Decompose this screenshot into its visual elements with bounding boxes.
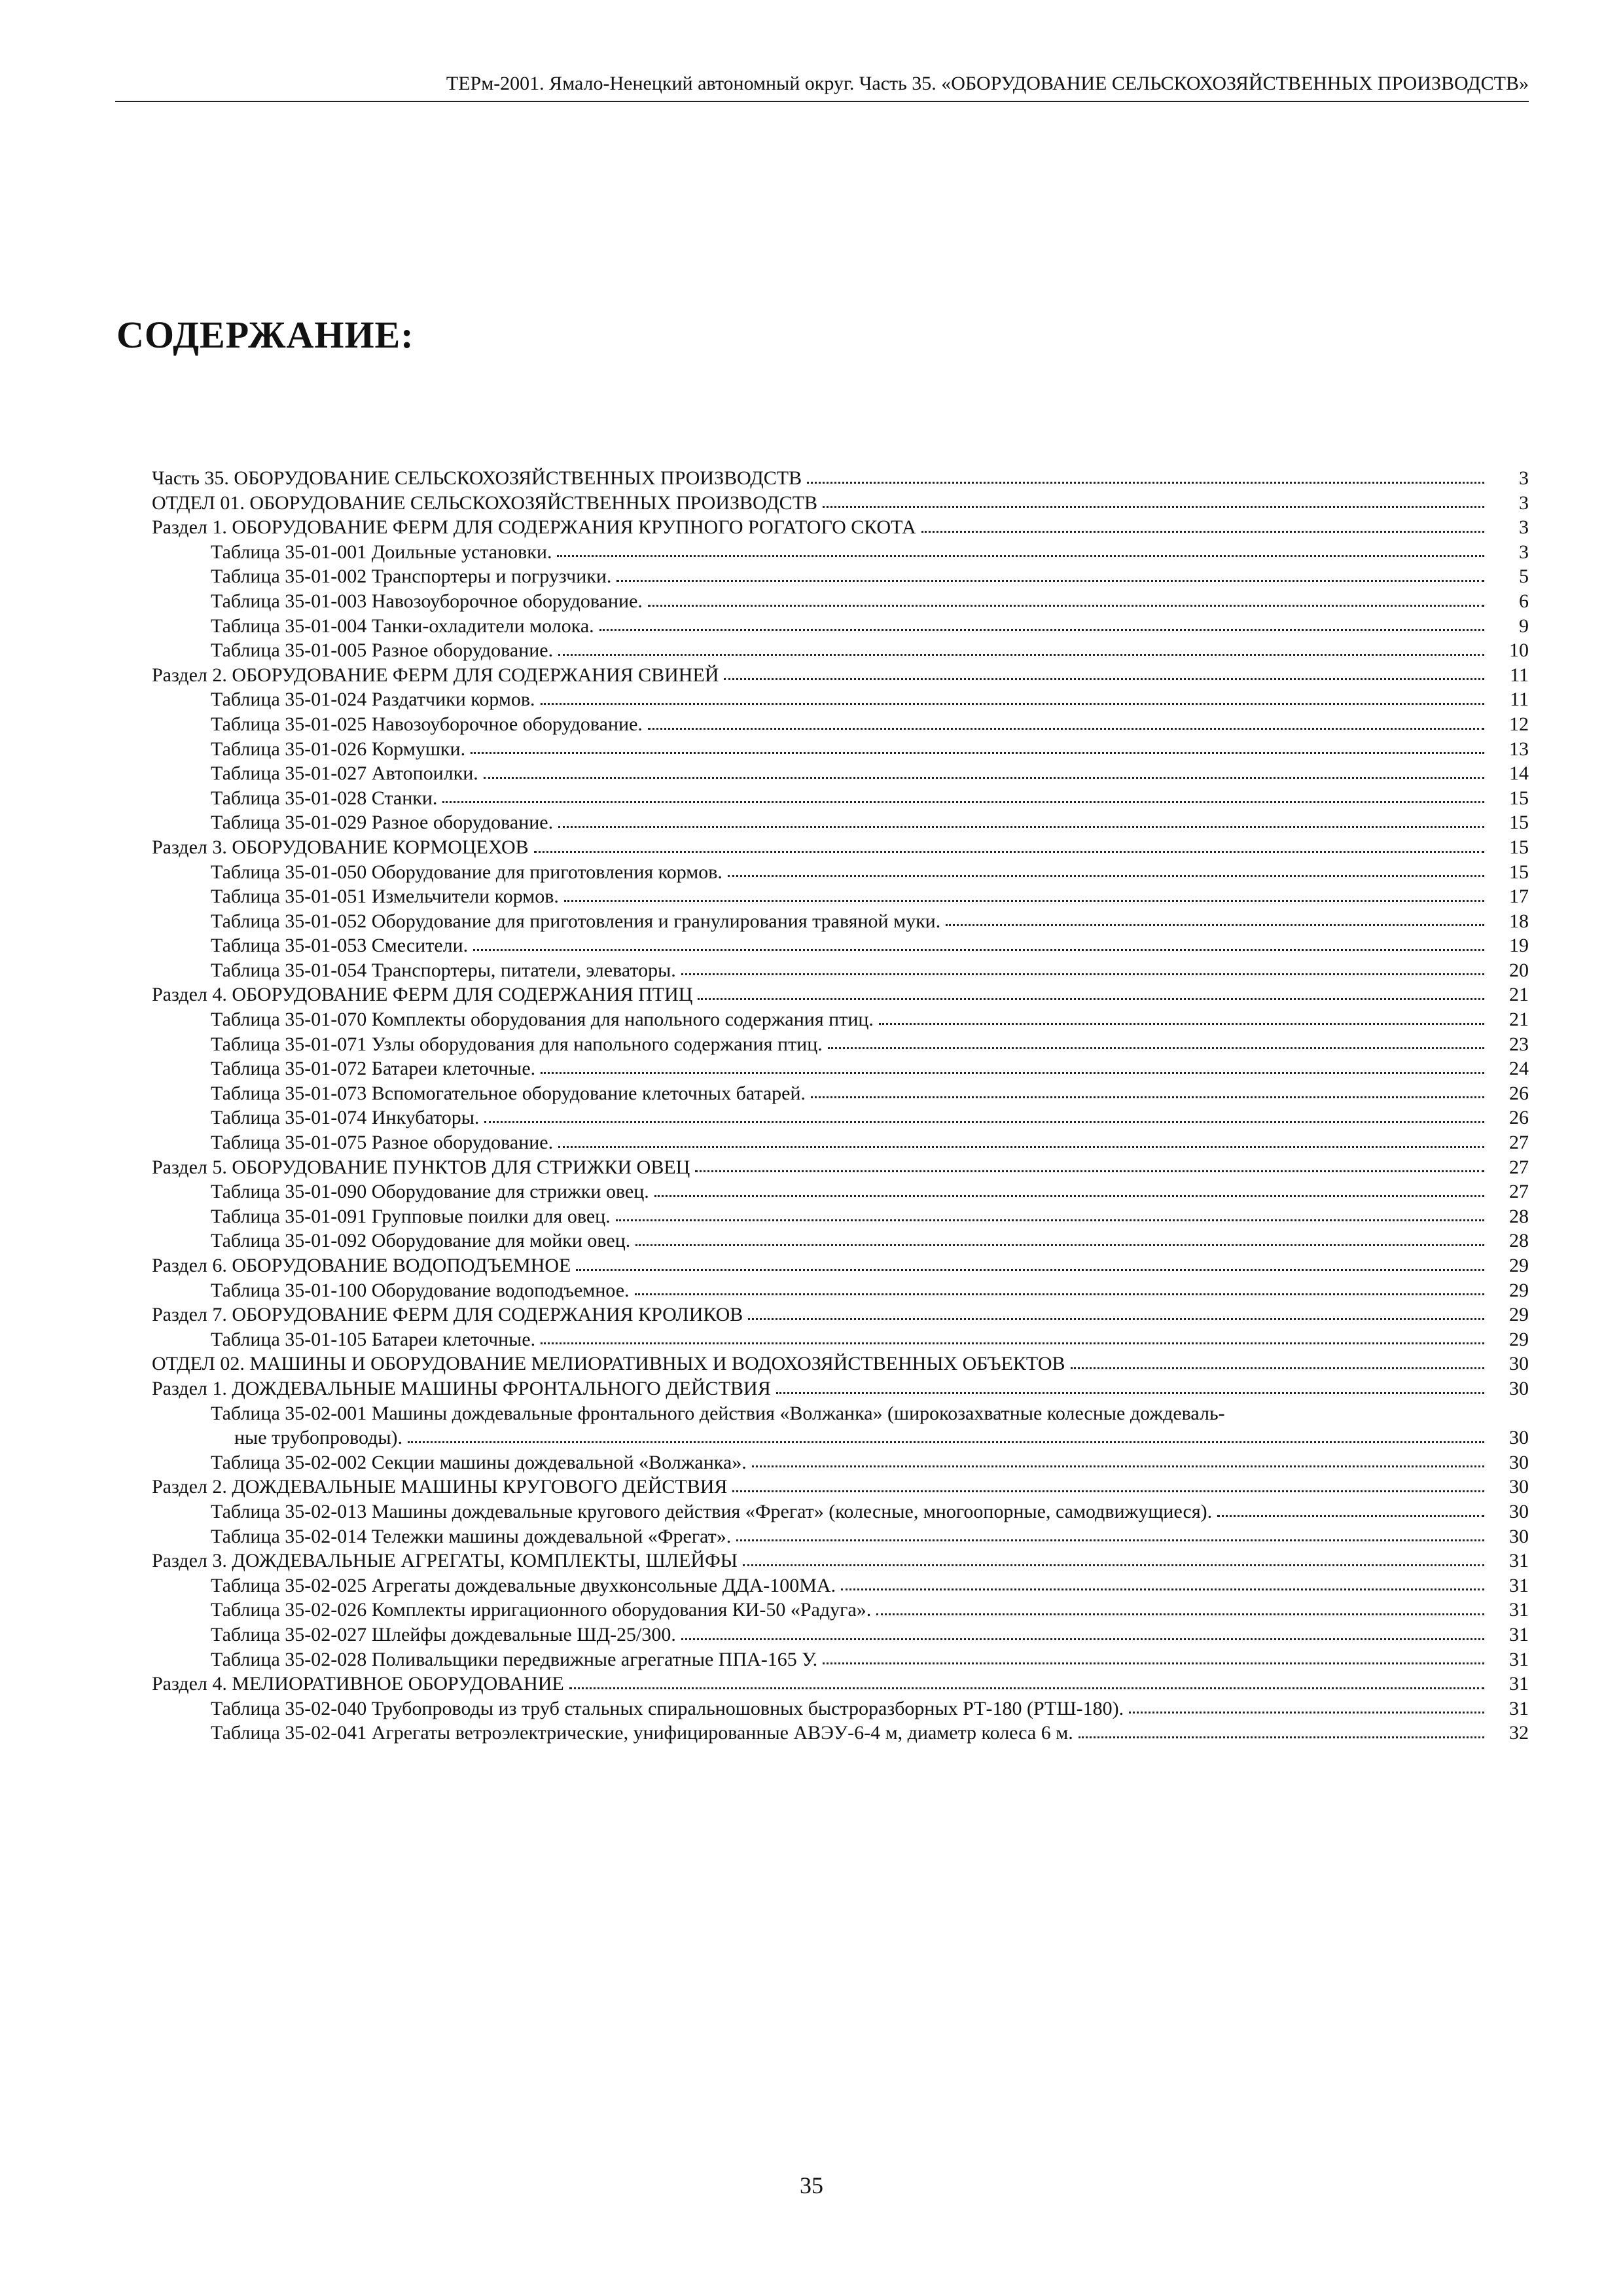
toc-entry[interactable]: [152, 1524, 1529, 1549]
toc-entry-text: Таблица 35-02-027 Шлейфы дождевальные ШД-25/300.: [211, 1623, 676, 1645]
toc-entry[interactable]: [152, 638, 1529, 663]
toc-entry-text: Раздел 5. ОБОРУДОВАНИЕ ПУНКТОВ ДЛЯ СТРИЖКИ ОВЕЦ: [152, 1156, 690, 1178]
dot-leader: [534, 851, 1484, 853]
toc-entry[interactable]: [152, 1573, 1529, 1598]
toc-entry[interactable]: [152, 540, 1529, 565]
dot-leader: [564, 900, 1484, 902]
toc-page-number: 10: [1509, 639, 1529, 662]
dot-leader: [541, 1342, 1484, 1344]
page-title: СОДЕРЖАНИЕ:: [116, 314, 414, 356]
toc-page-number: 31: [1509, 1599, 1529, 1621]
toc-entry[interactable]: [152, 1179, 1529, 1204]
toc-page-number: 5: [1519, 565, 1529, 588]
toc-entry-text: Таблица 35-01-075 Разное оборудование.: [211, 1132, 554, 1154]
toc-page-number: 29: [1509, 1255, 1529, 1276]
dot-leader: [823, 1662, 1484, 1664]
toc-entry-text: Раздел 4. МЕЛИОРАТИВНОЕ ОБОРУДОВАНИЕ: [152, 1673, 564, 1695]
toc-page-number: 26: [1509, 1082, 1529, 1104]
toc-entry[interactable]: [152, 1032, 1529, 1057]
toc-entry[interactable]: [152, 1647, 1529, 1672]
page-number: 35: [800, 2172, 823, 2198]
toc-entry-text: Таблица 35-01-025 Навозоуборочное оборудование.: [211, 713, 643, 735]
toc-entry[interactable]: [152, 1302, 1529, 1327]
toc-page-number: 28: [1509, 1205, 1529, 1227]
toc-page-number: 29: [1509, 1304, 1529, 1326]
toc-page-number: 21: [1509, 1009, 1529, 1031]
toc-page-number: 23: [1509, 1033, 1529, 1055]
toc-page-number: 3: [1519, 541, 1529, 563]
toc-entry[interactable]: [152, 1376, 1529, 1401]
toc-page-number: 21: [1509, 984, 1529, 1006]
dot-leader: [752, 1465, 1484, 1467]
dot-leader: [876, 1613, 1484, 1615]
toc-entry[interactable]: [152, 958, 1529, 983]
toc-entry[interactable]: [152, 1278, 1529, 1303]
toc-entry-text: Таблица 35-01-072 Батареи клеточные.: [211, 1058, 536, 1080]
toc-entry-text: Таблица 35-01-024 Раздатчики кормов.: [211, 689, 535, 711]
toc-entry[interactable]: [152, 1549, 1529, 1573]
toc-page-number: 30: [1509, 1476, 1529, 1498]
toc-entry[interactable]: [152, 1598, 1529, 1623]
toc-page-number: 27: [1509, 1132, 1529, 1154]
toc-page-number: 12: [1509, 713, 1529, 735]
toc-entry-text: Часть 35. ОБОРУДОВАНИЕ СЕЛЬСКОХОЗЯЙСТВЕННЫХ ПРОИЗВОДСТВ: [152, 467, 802, 489]
toc-entry-continuation[interactable]: [152, 1426, 1529, 1450]
toc-entry-text: Раздел 2. ОБОРУДОВАНИЕ ФЕРМ ДЛЯ СОДЕРЖАНИЯ СВИНЕЙ: [152, 664, 719, 686]
dot-leader: [724, 678, 1484, 680]
toc-entry[interactable]: [152, 835, 1529, 860]
dot-leader: [408, 1441, 1484, 1443]
toc-entry[interactable]: [152, 1475, 1529, 1499]
toc-entry-text: Таблица 35-02-014 Тележки машины дождевальной «Фрегат».: [211, 1525, 732, 1547]
toc-entry-text: Таблица 35-01-001 Доильные установки.: [211, 541, 552, 563]
toc-page-number: 32: [1509, 1722, 1529, 1744]
toc-entry[interactable]: [152, 909, 1529, 934]
dot-leader: [648, 728, 1484, 730]
toc-entry[interactable]: [152, 786, 1529, 811]
dot-leader: [471, 752, 1484, 754]
dot-leader: [569, 1687, 1484, 1689]
toc-page-number: 11: [1510, 689, 1529, 711]
dot-leader: [807, 482, 1484, 484]
toc-entry[interactable]: [152, 1696, 1529, 1721]
toc-page-number: 30: [1509, 1500, 1529, 1522]
dot-leader: [442, 801, 1484, 803]
toc-page-number: 30: [1509, 1525, 1529, 1547]
toc-entry-text: ОТДЕЛ 01. ОБОРУДОВАНИЕ СЕЛЬСКОХОЗЯЙСТВЕННЫХ ПРОИЗВОДСТВ: [152, 492, 818, 514]
dot-leader: [1129, 1712, 1484, 1713]
toc-page-number: 15: [1509, 836, 1529, 858]
dot-leader: [541, 1072, 1484, 1074]
toc-entry-text: Раздел 1. ДОЖДЕВАЛЬНЫЕ МАШИНЫ ФРОНТАЛЬНОГО ДЕЙСТВИЯ: [152, 1377, 771, 1399]
toc-entry-text: Таблица 35-02-028 Поливальщики передвижные агрегатные ППА-165 У.: [211, 1648, 818, 1670]
toc-entry-text: Таблица 35-01-073 Вспомогательное оборудование клеточных батарей.: [211, 1082, 806, 1104]
toc-entry-text: Таблица 35-01-053 Смесители.: [211, 935, 469, 957]
toc-page-number: 13: [1509, 738, 1529, 760]
toc-page-number: 14: [1509, 762, 1529, 785]
toc-entry[interactable]: [152, 1499, 1529, 1524]
dot-leader: [635, 1244, 1484, 1246]
dot-leader: [557, 555, 1484, 557]
toc-page-number: 20: [1509, 959, 1529, 981]
toc-entry-text: Таблица 35-01-028 Станки.: [211, 787, 438, 809]
toc-entry-text: Таблица 35-01-074 Инкубаторы.: [211, 1107, 480, 1129]
toc-page-number: 29: [1509, 1279, 1529, 1301]
toc-entry[interactable]: [152, 1007, 1529, 1032]
dot-leader: [743, 1564, 1484, 1566]
toc-entry[interactable]: [152, 614, 1529, 639]
toc-entry[interactable]: [152, 1130, 1529, 1155]
toc-entry-text: Таблица 35-01-003 Навозоуборочное оборудование.: [211, 590, 643, 612]
toc-page-number: 31: [1509, 1574, 1529, 1596]
dot-leader: [558, 1146, 1484, 1148]
dot-leader: [828, 1047, 1484, 1049]
toc-entry[interactable]: [152, 687, 1529, 712]
toc-entry-text: Таблица 35-01-054 Транспортеры, питатели, элеваторы.: [211, 959, 676, 981]
toc-entry-text: Таблица 35-01-005 Разное оборудование.: [211, 639, 554, 662]
toc-page-number: 31: [1509, 1550, 1529, 1572]
toc-entry[interactable]: [152, 1204, 1529, 1229]
dot-leader: [823, 506, 1484, 508]
toc-page-number: 31: [1509, 1697, 1529, 1719]
dot-leader: [681, 973, 1484, 975]
toc-entry[interactable]: [152, 1081, 1529, 1106]
toc-page-number: 11: [1510, 664, 1529, 686]
toc-entry[interactable]: [152, 737, 1529, 762]
toc-page-number: 3: [1519, 516, 1529, 539]
dot-leader: [473, 949, 1484, 951]
toc-entry-text: ОТДЕЛ 02. МАШИНЫ И ОБОРУДОВАНИЕ МЕЛИОРАТИВНЫХ И ВОДОХОЗЯЙСТВЕННЫХ ОБЪЕКТОВ: [152, 1353, 1065, 1375]
toc-page-number: 26: [1509, 1107, 1529, 1129]
toc-entry-text: Раздел 3. ДОЖДЕВАЛЬНЫЕ АГРЕГАТЫ, КОМПЛЕКТЫ, ШЛЕЙФЫ: [152, 1550, 738, 1572]
toc-entry[interactable]: [152, 1721, 1529, 1746]
toc-entry-text: Таблица 35-01-100 Оборудование водоподъемное.: [211, 1279, 630, 1301]
toc-entry-text: Таблица 35-02-040 Трубопроводы из труб стальных спиральношовных быстроразборных РТ-180 (РТШ-180).: [211, 1697, 1124, 1719]
toc-entry[interactable]: [152, 1105, 1529, 1130]
toc-entry-text: Таблица 35-01-050 Оборудование для приготовления кормов.: [211, 861, 722, 883]
toc-entry[interactable]: [152, 1352, 1529, 1376]
dot-leader: [616, 580, 1484, 582]
toc-page-number: 18: [1509, 910, 1529, 932]
toc-page-number: 31: [1509, 1648, 1529, 1670]
toc-entry-text: Таблица 35-01-002 Транспортеры и погрузчики.: [211, 565, 612, 588]
toc-page-number: 30: [1509, 1353, 1529, 1375]
toc-entry[interactable]: [152, 933, 1529, 958]
toc-entry[interactable]: [152, 860, 1529, 885]
toc-entry-text: Раздел 7. ОБОРУДОВАНИЕ ФЕРМ ДЛЯ СОДЕРЖАНИЯ КРОЛИКОВ: [152, 1304, 743, 1326]
toc-entry[interactable]: [152, 491, 1529, 516]
toc-entry-text: Таблица 35-02-013 Машины дождевальные кругового действия «Фрегат» (колесные, многоопорные, самодвижущиеся).: [211, 1500, 1213, 1522]
toc-page-number: 29: [1509, 1328, 1529, 1350]
dot-leader: [599, 629, 1484, 631]
toc-entry-text: Таблица 35-01-071 Узлы оборудования для напольного содержания птиц.: [211, 1033, 823, 1055]
toc-page-number: 3: [1519, 467, 1529, 489]
dot-leader: [1217, 1515, 1484, 1517]
toc-entry-text: Таблица 35-01-092 Оборудование для мойки овец.: [211, 1230, 631, 1252]
dot-leader: [841, 1588, 1484, 1590]
dot-leader: [695, 1170, 1484, 1172]
toc-entry-text: Таблица 35-01-051 Измельчители кормов.: [211, 886, 559, 908]
toc-entry-text: Таблица 35-01-070 Комплекты оборудования для напольного содержания птиц.: [211, 1009, 874, 1031]
dot-leader: [1079, 1736, 1484, 1738]
toc-entry-text: Раздел 4. ОБОРУДОВАНИЕ ФЕРМ ДЛЯ СОДЕРЖАНИЯ ПТИЦ: [152, 984, 693, 1006]
dot-leader: [946, 924, 1484, 926]
dot-leader: [921, 531, 1484, 533]
toc-page-number: 28: [1509, 1230, 1529, 1252]
dot-leader: [736, 1539, 1484, 1541]
toc-page-number: 30: [1509, 1377, 1529, 1399]
dot-leader: [698, 998, 1484, 1000]
toc-page-number: 17: [1509, 886, 1529, 908]
dot-leader: [616, 1219, 1484, 1221]
toc-entry-text: Раздел 2. ДОЖДЕВАЛЬНЫЕ МАШИНЫ КРУГОВОГО ДЕЙСТВИЯ: [152, 1476, 728, 1498]
toc-page-number: 31: [1509, 1673, 1529, 1695]
toc-entry-text: Таблица 35-02-025 Агрегаты дождевальные двухконсольные ДДА-100МА.: [211, 1574, 836, 1596]
toc-entry[interactable]: [152, 982, 1529, 1007]
toc-entry[interactable]: [152, 466, 1529, 491]
dot-leader: [484, 1121, 1484, 1123]
toc-entry[interactable]: [152, 1253, 1529, 1278]
dot-leader: [732, 1490, 1484, 1492]
toc-page-number: 15: [1509, 861, 1529, 883]
toc-entry-text: Таблица 35-01-090 Оборудование для стрижки овец.: [211, 1181, 649, 1203]
dot-leader: [648, 605, 1484, 607]
dot-leader: [1071, 1367, 1484, 1369]
toc-page-number: 30: [1509, 1451, 1529, 1473]
toc-page-number: 27: [1509, 1181, 1529, 1203]
toc-entry[interactable]: [152, 1623, 1529, 1647]
toc-entry[interactable]: [152, 1056, 1529, 1081]
toc-page-number: 9: [1519, 615, 1529, 637]
running-header: ТЕРм-2001. Ямало-Ненецкий автономный округ. Часть 35. «ОБОРУДОВАНИЕ СЕЛЬСКОХОЗЯЙСТВЕННЫХ ПРОИЗВОДСТВ»: [115, 67, 1529, 102]
toc-entry[interactable]: [152, 663, 1529, 688]
toc-entry-text: Таблица 35-01-027 Автопоилки.: [211, 762, 478, 785]
dot-leader: [879, 1023, 1484, 1025]
dot-leader: [558, 826, 1484, 828]
table-of-contents: [152, 466, 1529, 1746]
toc-page-number: 19: [1509, 935, 1529, 957]
toc-page-number: 27: [1509, 1156, 1529, 1178]
toc-entry-text: Таблица 35-02-002 Секции машины дождевальной «Волжанка».: [211, 1451, 747, 1473]
toc-entry-text: Таблица 35-02-041 Агрегаты ветроэлектрические, унифицированные АВЭУ-6-4 м, диаметр колеса 6 м.: [211, 1722, 1073, 1744]
dot-leader: [558, 654, 1484, 656]
toc-entry[interactable]: [152, 1229, 1529, 1253]
toc-entry[interactable]: [152, 1672, 1529, 1696]
toc-page-number: 15: [1509, 787, 1529, 809]
toc-entry-text: Раздел 3. ОБОРУДОВАНИЕ КОРМОЦЕХОВ: [152, 836, 529, 858]
toc-entry-text: Таблица 35-01-091 Групповые поилки для овец.: [211, 1205, 611, 1227]
toc-entry-text: Таблица 35-01-004 Танки-охладители молока.: [211, 615, 594, 637]
toc-page-number: 30: [1509, 1427, 1529, 1449]
dot-leader: [728, 875, 1484, 877]
toc-entry-text: Таблица 35-02-026 Комплекты ирригационного оборудования КИ-50 «Радуга».: [211, 1599, 872, 1621]
toc-page-number: 6: [1519, 590, 1529, 612]
toc-entry[interactable]: [152, 712, 1529, 737]
dot-leader: [635, 1293, 1484, 1295]
toc-entry[interactable]: [152, 884, 1529, 909]
toc-entry-text: Раздел 1. ОБОРУДОВАНИЕ ФЕРМ ДЛЯ СОДЕРЖАНИЯ КРУПНОГО РОГАТОГО СКОТА: [152, 516, 916, 539]
dot-leader: [748, 1318, 1484, 1320]
toc-page-number: 15: [1509, 812, 1529, 834]
toc-entry-text: Раздел 6. ОБОРУДОВАНИЕ ВОДОПОДЪЕМНОЕ: [152, 1255, 571, 1276]
dot-leader: [776, 1392, 1484, 1394]
dot-leader: [654, 1195, 1484, 1197]
toc-entry[interactable]: [152, 564, 1529, 589]
toc-entry-text: Таблица 35-02-001 Машины дождевальные фронтального действия «Волжанка» (широкозахватные колесные дождеваль-: [211, 1402, 1225, 1424]
toc-page-number: 3: [1519, 492, 1529, 514]
toc-entry-text: Таблица 35-01-105 Батареи клеточные.: [211, 1328, 536, 1350]
toc-entry-text: Таблица 35-01-052 Оборудование для приготовления и гранулирования травяной муки.: [211, 910, 941, 932]
toc-page-number: 31: [1509, 1623, 1529, 1645]
dot-leader: [811, 1096, 1484, 1098]
dot-leader: [484, 777, 1484, 779]
dot-leader: [681, 1638, 1484, 1640]
toc-entry[interactable]: [152, 1450, 1529, 1475]
toc-entry[interactable]: [152, 1327, 1529, 1352]
toc-page-number: 24: [1509, 1058, 1529, 1080]
toc-entry[interactable]: [152, 589, 1529, 614]
toc-entry[interactable]: [152, 1401, 1529, 1426]
toc-entry[interactable]: [152, 515, 1529, 540]
toc-entry[interactable]: [152, 1155, 1529, 1180]
toc-entry[interactable]: [152, 761, 1529, 786]
toc-entry-text: ные трубопроводы).: [234, 1427, 403, 1449]
toc-entry-text: Таблица 35-01-026 Кормушки.: [211, 738, 466, 760]
dot-leader: [576, 1269, 1484, 1271]
dot-leader: [541, 703, 1484, 705]
toc-entry-text: Таблица 35-01-029 Разное оборудование.: [211, 812, 554, 834]
toc-entry[interactable]: [152, 810, 1529, 835]
